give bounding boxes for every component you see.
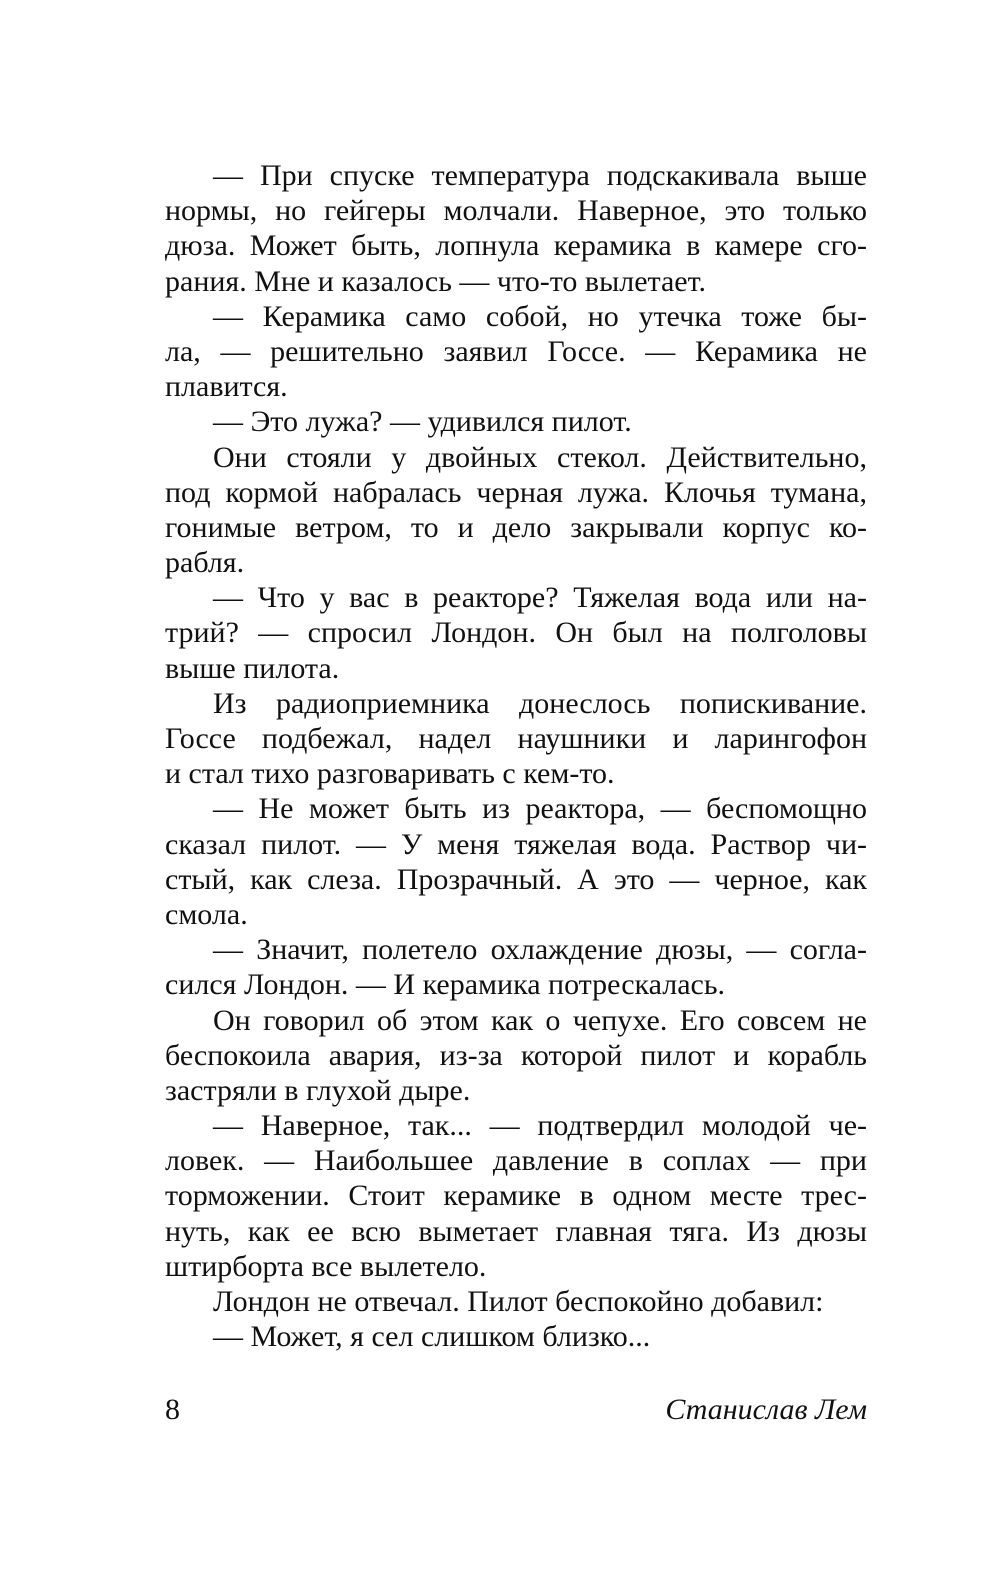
text-line: нормы, но гейгеры молчали. Наверное, это только	[165, 194, 867, 228]
running-footer-author: Станислав Лем	[665, 1393, 867, 1426]
paragraph	[165, 158, 867, 299]
text-line: сился Лондон. — И керамика потрескалась.	[165, 968, 726, 1002]
text-line: нуть, как ее всю выметает главная тяга. Из дюзы	[165, 1214, 867, 1248]
text-line: — Может, я сел слишком близко...	[213, 1320, 651, 1354]
text-line: Лондон не отвечал. Пилот беспокойно добавил:	[213, 1285, 824, 1318]
text-line: смола.	[165, 897, 248, 931]
text-line: штирборта все вылетело.	[165, 1249, 487, 1283]
text-line: дюза. Может быть, лопнула керамика в камере сго-	[165, 229, 867, 263]
text-line: рабля.	[165, 546, 245, 580]
text-line: — Значит, полетело охлаждение дюзы, — согла-	[213, 933, 867, 967]
page-footer	[165, 1390, 867, 1430]
text-line: и стал тихо разговаривать с кем-то.	[165, 757, 615, 791]
text-line: беспокоила авария, из-за которой пилот и корабль	[165, 1038, 867, 1072]
text-line: рания. Мне и казалось — что-то вылетает.	[165, 264, 706, 298]
paragraph	[165, 1284, 867, 1319]
text-line: — При спуске температура подскакивала выше	[213, 159, 867, 192]
text-line: Они стояли у двойных стекол. Действительно,	[213, 440, 867, 474]
text-line: — Керамика само собой, но утечка тоже бы-	[213, 299, 867, 333]
paragraph	[165, 1003, 867, 1109]
paragraph	[165, 299, 867, 405]
paragraph	[165, 686, 867, 792]
text-line: Он говорил об этом как о чепухе. Его совсем не	[213, 1003, 867, 1037]
text-line: застряли в глухой дыре.	[165, 1073, 471, 1107]
text-line: — Не может быть из реактора, — беспомощно	[213, 792, 867, 826]
page-body	[165, 158, 867, 1354]
paragraph	[165, 440, 867, 581]
text-line: гонимые ветром, то и дело закрывали корпус ко-	[165, 510, 867, 544]
text-line: стый, как слеза. Прозрачный. А это — черное, как	[165, 862, 867, 896]
paragraph	[165, 791, 867, 932]
text-line: под кормой набралась черная лужа. Клочья тумана,	[165, 475, 867, 509]
paragraph	[165, 932, 867, 1002]
paragraph	[165, 404, 867, 439]
text-line: плавится.	[165, 370, 288, 404]
paragraph	[165, 580, 867, 686]
text-line: Из радиоприемника донеслось попискивание.	[213, 686, 867, 720]
text-line: — Наверное, так... — подтвердил молодой че-	[213, 1109, 867, 1143]
text-line: ловек. — Наибольшее давление в соплах — при	[165, 1144, 867, 1178]
paragraph	[165, 1319, 867, 1354]
text-line: ла, — решительно заявил Госсе. — Керамика не	[165, 334, 867, 368]
text-line: сказал пилот. — У меня тяжелая вода. Раствор чи-	[165, 827, 867, 861]
text-line: торможении. Стоит керамике в одном месте трес-	[165, 1179, 867, 1213]
text-line: трий? — спросил Лондон. Он был на полголовы	[165, 616, 867, 650]
text-line: — Это лужа? — удивился пилот.	[213, 405, 632, 439]
text-line: — Что у вас в реакторе? Тяжелая вода или на-	[213, 581, 867, 615]
text-line: выше пилота.	[165, 651, 340, 685]
page-number: 8	[165, 1393, 180, 1426]
text-line: Госсе подбежал, надел наушники и ларингофон	[165, 722, 867, 755]
paragraph	[165, 1108, 867, 1284]
